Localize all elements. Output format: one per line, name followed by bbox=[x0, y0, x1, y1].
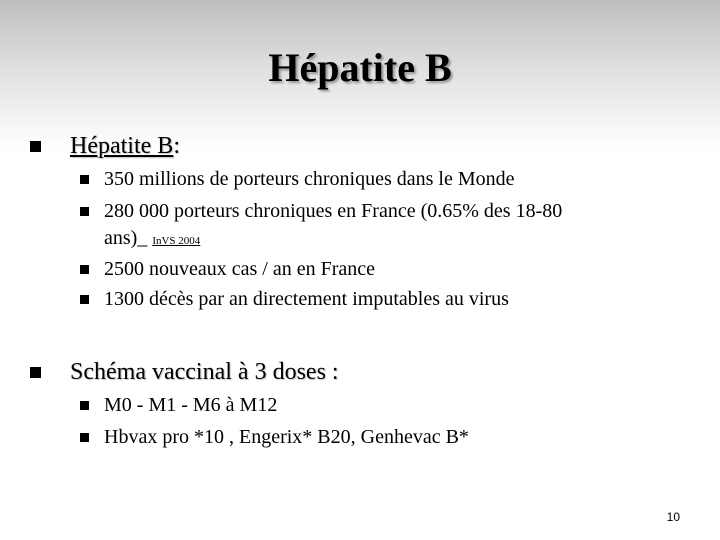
section1-heading-colon: : bbox=[173, 133, 180, 159]
section1-item-4: 1300 décès par an directement imputables au virus bbox=[104, 288, 509, 310]
square-bullet-icon bbox=[30, 367, 41, 378]
section1-item-1: 350 millions de porteurs chroniques dans le Monde bbox=[104, 168, 515, 190]
square-bullet-icon bbox=[30, 141, 41, 152]
section1-item-3: 2500 nouveaux cas / an en France bbox=[104, 258, 376, 280]
square-bullet-icon bbox=[80, 207, 89, 216]
square-bullet-icon bbox=[80, 175, 89, 184]
section2-item-2: Hbvax pro *10 , Engerix* B20, Genhevac B* bbox=[104, 426, 469, 448]
square-bullet-icon bbox=[80, 265, 89, 274]
section1-heading-text: Hépatite B bbox=[70, 133, 174, 159]
square-bullet-icon bbox=[80, 295, 89, 304]
square-bullet-icon bbox=[80, 433, 89, 442]
slide-title: Hépatite B bbox=[268, 45, 452, 90]
section1-heading bbox=[70, 132, 180, 160]
section1-item-2-tail: ans)_ bbox=[104, 227, 148, 249]
source-citation: InVS 2004 bbox=[152, 235, 201, 247]
section1-item-2-continuation bbox=[104, 226, 200, 253]
section2-item-1: M0 - M1 - M6 à M12 bbox=[104, 394, 278, 416]
page-number: 10 bbox=[666, 510, 680, 524]
section2-heading: Schéma vaccinal à 3 doses : bbox=[70, 359, 339, 385]
square-bullet-icon bbox=[80, 401, 89, 410]
section1-item-2: 280 000 porteurs chroniques en France (0.65% des 18-80 bbox=[104, 200, 563, 222]
